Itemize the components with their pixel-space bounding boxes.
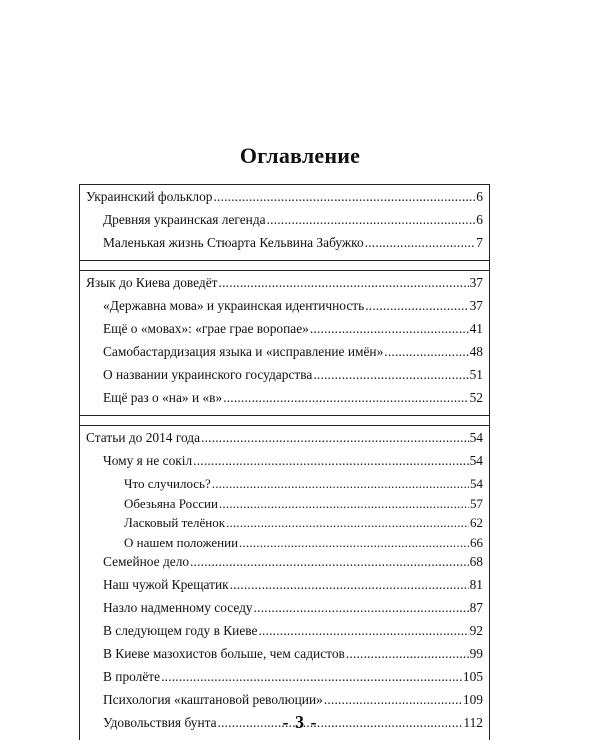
toc-entry[interactable] (86, 600, 483, 623)
toc-entry-title: Украинский фольклор (86, 189, 213, 204)
toc-entry[interactable] (86, 623, 483, 646)
toc-entry[interactable] (86, 235, 483, 258)
toc-entry-page: 109 (462, 692, 483, 708)
toc-entry-page: 6 (476, 212, 483, 227)
toc-entry-title: В пролёте (103, 669, 161, 685)
toc-entry-page: 37 (469, 275, 483, 290)
dot-leader (201, 430, 469, 446)
toc-entry-title: Язык до Киева доведёт (86, 275, 218, 290)
dot-leader (365, 235, 476, 251)
toc-entry-title: Чому я не сокіл (103, 453, 193, 468)
toc-entry[interactable] (86, 646, 483, 669)
toc-entry-title: Ласковый телёнок (124, 515, 226, 531)
toc-entry-page: 87 (469, 600, 483, 616)
table-of-contents (79, 184, 490, 740)
dot-leader (223, 390, 468, 406)
dot-leader (161, 669, 462, 685)
toc-entry[interactable] (86, 515, 483, 535)
toc-entry-title: Обезьяна России (124, 495, 218, 511)
toc-entry-title: О нашем положении (124, 534, 239, 550)
dot-leader (310, 321, 469, 337)
toc-entry-page: 54 (469, 453, 483, 468)
toc-entry[interactable] (86, 275, 483, 298)
toc-entry[interactable] (86, 453, 483, 476)
toc-entry-page: 52 (469, 390, 483, 405)
dot-leader (324, 692, 462, 708)
dot-leader (230, 577, 469, 593)
toc-entry-title: «Державна мова» и украинская идентичность (103, 298, 365, 313)
toc-entry-page: 7 (476, 235, 483, 250)
toc-entry-page: 68 (469, 554, 483, 570)
toc-entry-page: 48 (469, 344, 483, 359)
dot-leader (313, 367, 468, 383)
toc-entry-page: 92 (469, 623, 483, 639)
toc-entry[interactable] (86, 669, 483, 692)
toc-entry[interactable] (86, 344, 483, 367)
dot-leader (213, 189, 475, 205)
dot-leader (384, 344, 468, 360)
toc-entry-page: 62 (470, 515, 483, 531)
toc-entry-page: 81 (469, 577, 483, 593)
toc-entry-title: Психология «каштановой революции» (103, 692, 323, 708)
toc-section (80, 425, 489, 740)
toc-entry-title: В Киеве мазохистов больше, чем садистов (103, 646, 345, 662)
toc-entry-page: 37 (469, 298, 483, 313)
toc-entry[interactable] (86, 298, 483, 321)
dot-leader (365, 298, 468, 314)
dot-leader (346, 646, 469, 662)
toc-entry-title: Наш чужой Крещатик (103, 577, 229, 593)
dot-leader (219, 496, 469, 512)
toc-entry[interactable] (86, 476, 483, 496)
toc-entry-title: Семейное дело (103, 554, 190, 570)
toc-entry-title: Древняя украинская легенда (103, 212, 266, 227)
toc-entry[interactable] (86, 577, 483, 600)
toc-entry-title: В следующем году в Киеве (103, 623, 258, 639)
toc-entry[interactable] (86, 390, 483, 413)
toc-entry-title: Статьи до 2014 года (86, 430, 201, 445)
toc-entry[interactable] (86, 367, 483, 390)
toc-entry[interactable] (86, 554, 483, 577)
toc-section (80, 184, 489, 261)
toc-entry-page: 99 (469, 646, 483, 662)
dot-leader (219, 275, 469, 291)
toc-entry-title: Маленькая жизнь Стюарта Кельвина Забужко (103, 235, 364, 250)
toc-entry-page: 66 (470, 534, 483, 550)
toc-entry-page: 54 (469, 430, 483, 445)
dot-leader (239, 535, 469, 551)
toc-entry-title: Ещё раз о «на» и «в» (103, 390, 223, 405)
toc-entry-title: Самобастардизация языка и «исправление имён» (103, 344, 384, 359)
toc-entry[interactable] (86, 321, 483, 344)
dot-leader (193, 453, 468, 469)
toc-entry-page: 51 (469, 367, 483, 382)
toc-entry-page: 57 (470, 495, 483, 511)
toc-entry-title: Назло надменному соседу (103, 600, 253, 616)
toc-entry-title: Ещё о «мовах»: «грае грае воропае» (103, 321, 309, 336)
dot-leader (226, 515, 469, 531)
dot-leader (267, 212, 476, 228)
toc-section (80, 270, 489, 416)
dot-leader (258, 623, 468, 639)
dot-leader (212, 476, 469, 492)
toc-entry[interactable] (86, 535, 483, 555)
toc-entry[interactable] (86, 189, 483, 212)
toc-entry-title: Что случилось? (124, 476, 211, 491)
toc-entry[interactable] (86, 212, 483, 235)
toc-entry-title: О названии украинского государства (103, 367, 313, 382)
toc-entry[interactable] (86, 430, 483, 453)
page-number: - 3 - (282, 712, 318, 732)
toc-entry-page: 112 (463, 715, 483, 731)
toc-entry-page: 41 (469, 321, 483, 336)
dot-leader (254, 600, 469, 616)
toc-entry[interactable] (86, 496, 483, 516)
dot-leader (190, 554, 469, 570)
toc-entry-page: 6 (476, 189, 483, 204)
toc-entry-title: Удовольствия бунта (103, 715, 217, 731)
toc-entry-page: 54 (470, 476, 483, 491)
page-title: Оглавление (239, 143, 361, 168)
toc-entry-page: 105 (462, 669, 483, 685)
